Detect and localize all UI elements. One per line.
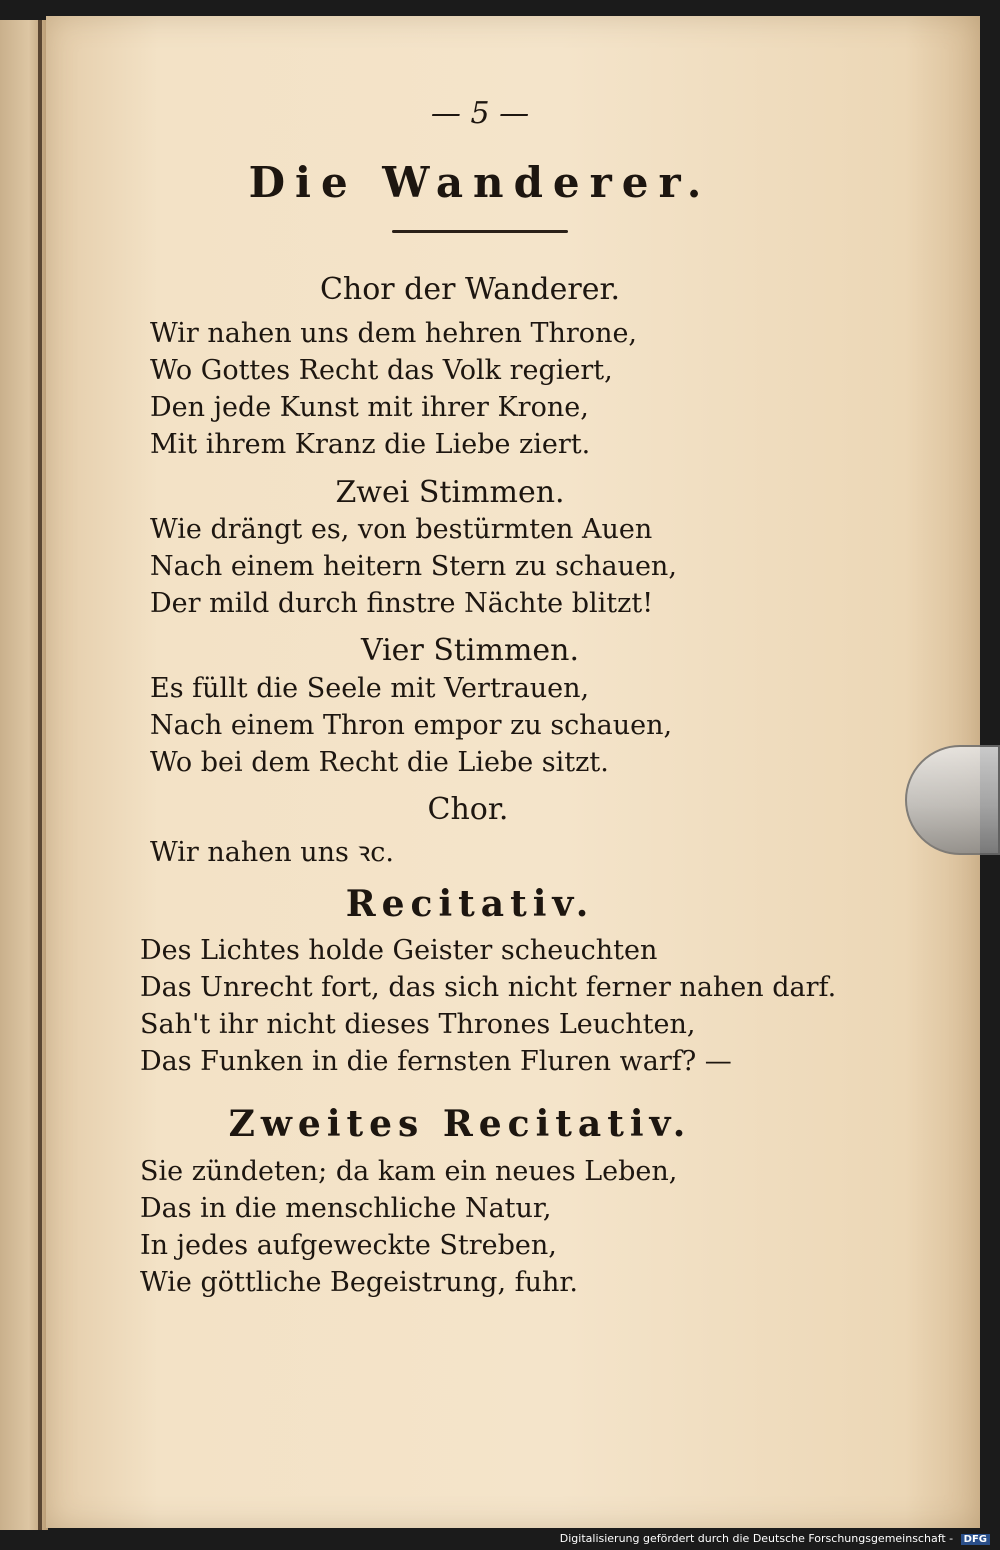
verse-line: Des Lichtes holde Geister scheuchten xyxy=(140,935,658,966)
page-number: — 5 — xyxy=(430,96,530,131)
section-heading-chor-2: Chor. xyxy=(427,792,509,827)
page-title: Die Wanderer. xyxy=(248,158,712,207)
title-rule xyxy=(392,230,568,233)
verse-line: Mit ihrem Kranz die Liebe ziert. xyxy=(150,429,591,460)
verse-line: Sie zündeten; da kam ein neues Leben, xyxy=(140,1156,678,1187)
verse-line: Es füllt die Seele mit Vertrauen, xyxy=(150,673,590,704)
verse-line: Das Unrecht fort, das sich nicht ferner nahen darf. xyxy=(140,972,837,1003)
verse-line: Wir nahen uns ꝛc. xyxy=(150,837,394,868)
verse-line: Wo Gottes Recht das Volk regiert, xyxy=(150,355,613,386)
section-heading-zwei-stimmen: Zwei Stimmen. xyxy=(335,475,565,510)
verse-line: Nach einem Thron empor zu schauen, xyxy=(150,710,673,741)
verse-line: Wir nahen uns dem hehren Throne, xyxy=(150,318,638,349)
section-heading-vier-stimmen: Vier Stimmen. xyxy=(360,633,580,668)
verse-line: Der mild durch finstre Nächte blitzt! xyxy=(150,588,654,619)
book-spine xyxy=(38,20,42,1530)
section-heading-chor: Chor der Wanderer. xyxy=(319,272,621,307)
digitization-credit xyxy=(560,1532,990,1545)
section-heading-recitativ: Recitativ. xyxy=(345,883,595,925)
verse-line: Wo bei dem Recht die Liebe sitzt. xyxy=(150,747,609,778)
verse-line: In jedes aufgeweckte Streben, xyxy=(140,1230,557,1261)
section-heading-zweites-recitativ: Zweites Recitativ. xyxy=(228,1103,692,1145)
dfg-logo: DFG xyxy=(961,1534,990,1545)
verse-line: Nach einem heitern Stern zu schauen, xyxy=(150,551,677,582)
credit-text: Digitalisierung gefördert durch die Deutsche Forschungsgemeinschaft - xyxy=(559,1532,954,1545)
verse-line: Das in die menschliche Natur, xyxy=(140,1193,552,1224)
verse-line: Den jede Kunst mit ihrer Krone, xyxy=(150,392,589,423)
verse-line: Wie drängt es, von bestürmten Auen xyxy=(150,514,653,545)
verse-line: Sah't ihr nicht dieses Thrones Leuchten, xyxy=(140,1009,696,1040)
verse-line: Wie göttliche Begeistrung, fuhr. xyxy=(140,1267,578,1298)
verse-line: Das Funken in die fernsten Fluren warf? — xyxy=(140,1046,732,1077)
